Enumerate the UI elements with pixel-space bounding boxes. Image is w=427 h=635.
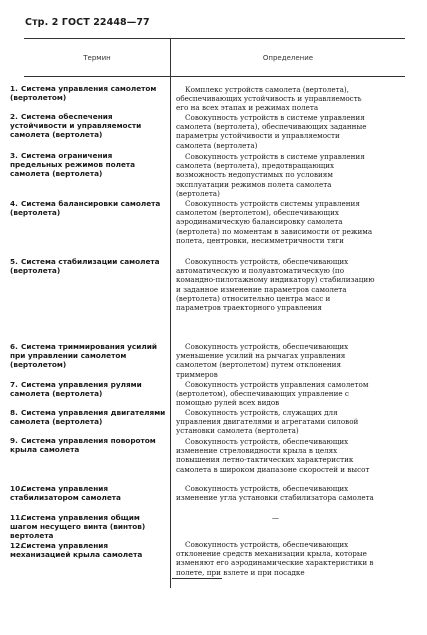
term-row-9 xyxy=(10,436,166,454)
definition-row-9: Совокупность устройств, обеспечивающих изменение стреловидности крыла в целях повышения летно-тактических характеристик самолета в широком диапазоне скоростей и высот xyxy=(176,437,370,474)
term-number: 7. xyxy=(10,380,18,389)
definition-row-5: Совокупность устройств, обеспечивающих автоматическую и полуавтоматическую (по командно-пилотажному индикатору) стабилизацию и заданное изменение параметров самолета (вертолета) относительно центра масс и параметров траекторного управления xyxy=(176,257,375,313)
definition-row-3: Совокупность устройств в системе управления самолета (вертолета), предотвращающих возможность недопустимых по условиям эксплуатации режимов полета самолета (вертолета) xyxy=(176,152,365,198)
term-number: 5. xyxy=(10,257,18,266)
term-text: Система управления механизацией крыла самолета xyxy=(10,541,143,560)
column-header-term: Термин xyxy=(83,54,111,62)
term-row-4 xyxy=(10,199,166,217)
term-number: 1. xyxy=(10,84,18,93)
term-text: Система управления самолетом (вертолетом) xyxy=(10,84,157,103)
definition-row-12: Совокупность устройств, обеспечивающих отклонение средств механизации крыла, которые изменяют его аэродинамические характеристики в полете, при взлете и при посадке xyxy=(176,540,374,577)
term-row-3 xyxy=(10,151,166,179)
term-number: 3. xyxy=(10,151,18,160)
term-number: 4. xyxy=(10,199,18,208)
term-number: 9. xyxy=(10,436,18,445)
term-row-12 xyxy=(10,541,166,559)
page-header: Стр. 2 ГОСТ 22448—77 xyxy=(25,17,150,28)
term-row-8 xyxy=(10,408,166,426)
term-number: 6. xyxy=(10,342,18,351)
term-number: 11. xyxy=(10,513,23,522)
definition-row-6: Совокупность устройств, обеспечивающих уменьшение усилий на рычагах управления самолетом (вертолетом) путем отклонения триммеров xyxy=(176,342,349,379)
term-text: Система управления поворотом крыла самолета xyxy=(10,436,156,455)
column-header-definition: Определение xyxy=(262,54,314,62)
term-text: Система управления двигателями самолета (вертолета) xyxy=(10,408,166,427)
definition-row-7: Совокупность устройств управления самолетом (вертолетом), обеспечивающих управление с помощью рулей всех видов xyxy=(176,380,369,408)
term-text: Система балансировки самолета (вертолета) xyxy=(10,199,161,218)
term-text: Система обеспечения устойчивости и управляемости самолета (вертолета) xyxy=(10,112,142,140)
term-row-5 xyxy=(10,257,166,275)
table-top-rule xyxy=(24,38,405,39)
term-row-1 xyxy=(10,84,166,102)
term-text: Система ограничения предельных режимов полета самолета (вертолета) xyxy=(10,151,136,179)
term-text: Система триммирования усилий при управлении самолетом (вертолетом) xyxy=(10,342,157,370)
column-divider xyxy=(170,38,171,588)
definition-row-10: Совокупность устройств, обеспечивающих изменение угла установки стабилизатора самолета xyxy=(176,484,374,503)
term-row-6 xyxy=(10,342,166,370)
term-text: Система стабилизации самолета (вертолета) xyxy=(10,257,160,276)
term-row-7 xyxy=(10,380,166,398)
term-row-10 xyxy=(10,484,166,502)
end-rule xyxy=(172,578,222,579)
definition-row-2: Совокупность устройств в системе управления самолета (вертолета), обеспечивающих заданные параметры устойчивости и управляемости самолета (вертолета) xyxy=(176,113,367,150)
term-row-2 xyxy=(10,112,166,140)
definition-row-11: — xyxy=(271,513,280,522)
term-number: 10. xyxy=(10,484,23,493)
definition-row-4: Совокупность устройств системы управления самолетом (вертолетом), обеспечивающих аэродинамическую балансировку самолета (вертолета) по моментам в зависимости от режима полета, центровки, несимметричности тяги xyxy=(176,199,373,245)
term-text: Система управления рулями самолета (вертолета) xyxy=(10,380,142,399)
term-row-11 xyxy=(10,513,166,541)
term-number: 8. xyxy=(10,408,18,417)
term-text: Система управления стабилизатором самолета xyxy=(10,484,121,503)
term-number: 12. xyxy=(10,541,23,550)
term-text: Система управления общим шагом несущего винта (винтов) вертолета xyxy=(10,513,146,541)
table-header-rule xyxy=(24,76,405,77)
definition-row-8: Совокупность устройств, служащих для управления двигателями и агрегатами силовой установки самолета (вертолета) xyxy=(176,408,359,436)
term-number: 2. xyxy=(10,112,18,121)
definition-row-1: Комплекс устройств самолета (вертолета), обеспечивающих устойчивость и управляемость его на всех этапах и режимах полета xyxy=(176,85,362,113)
